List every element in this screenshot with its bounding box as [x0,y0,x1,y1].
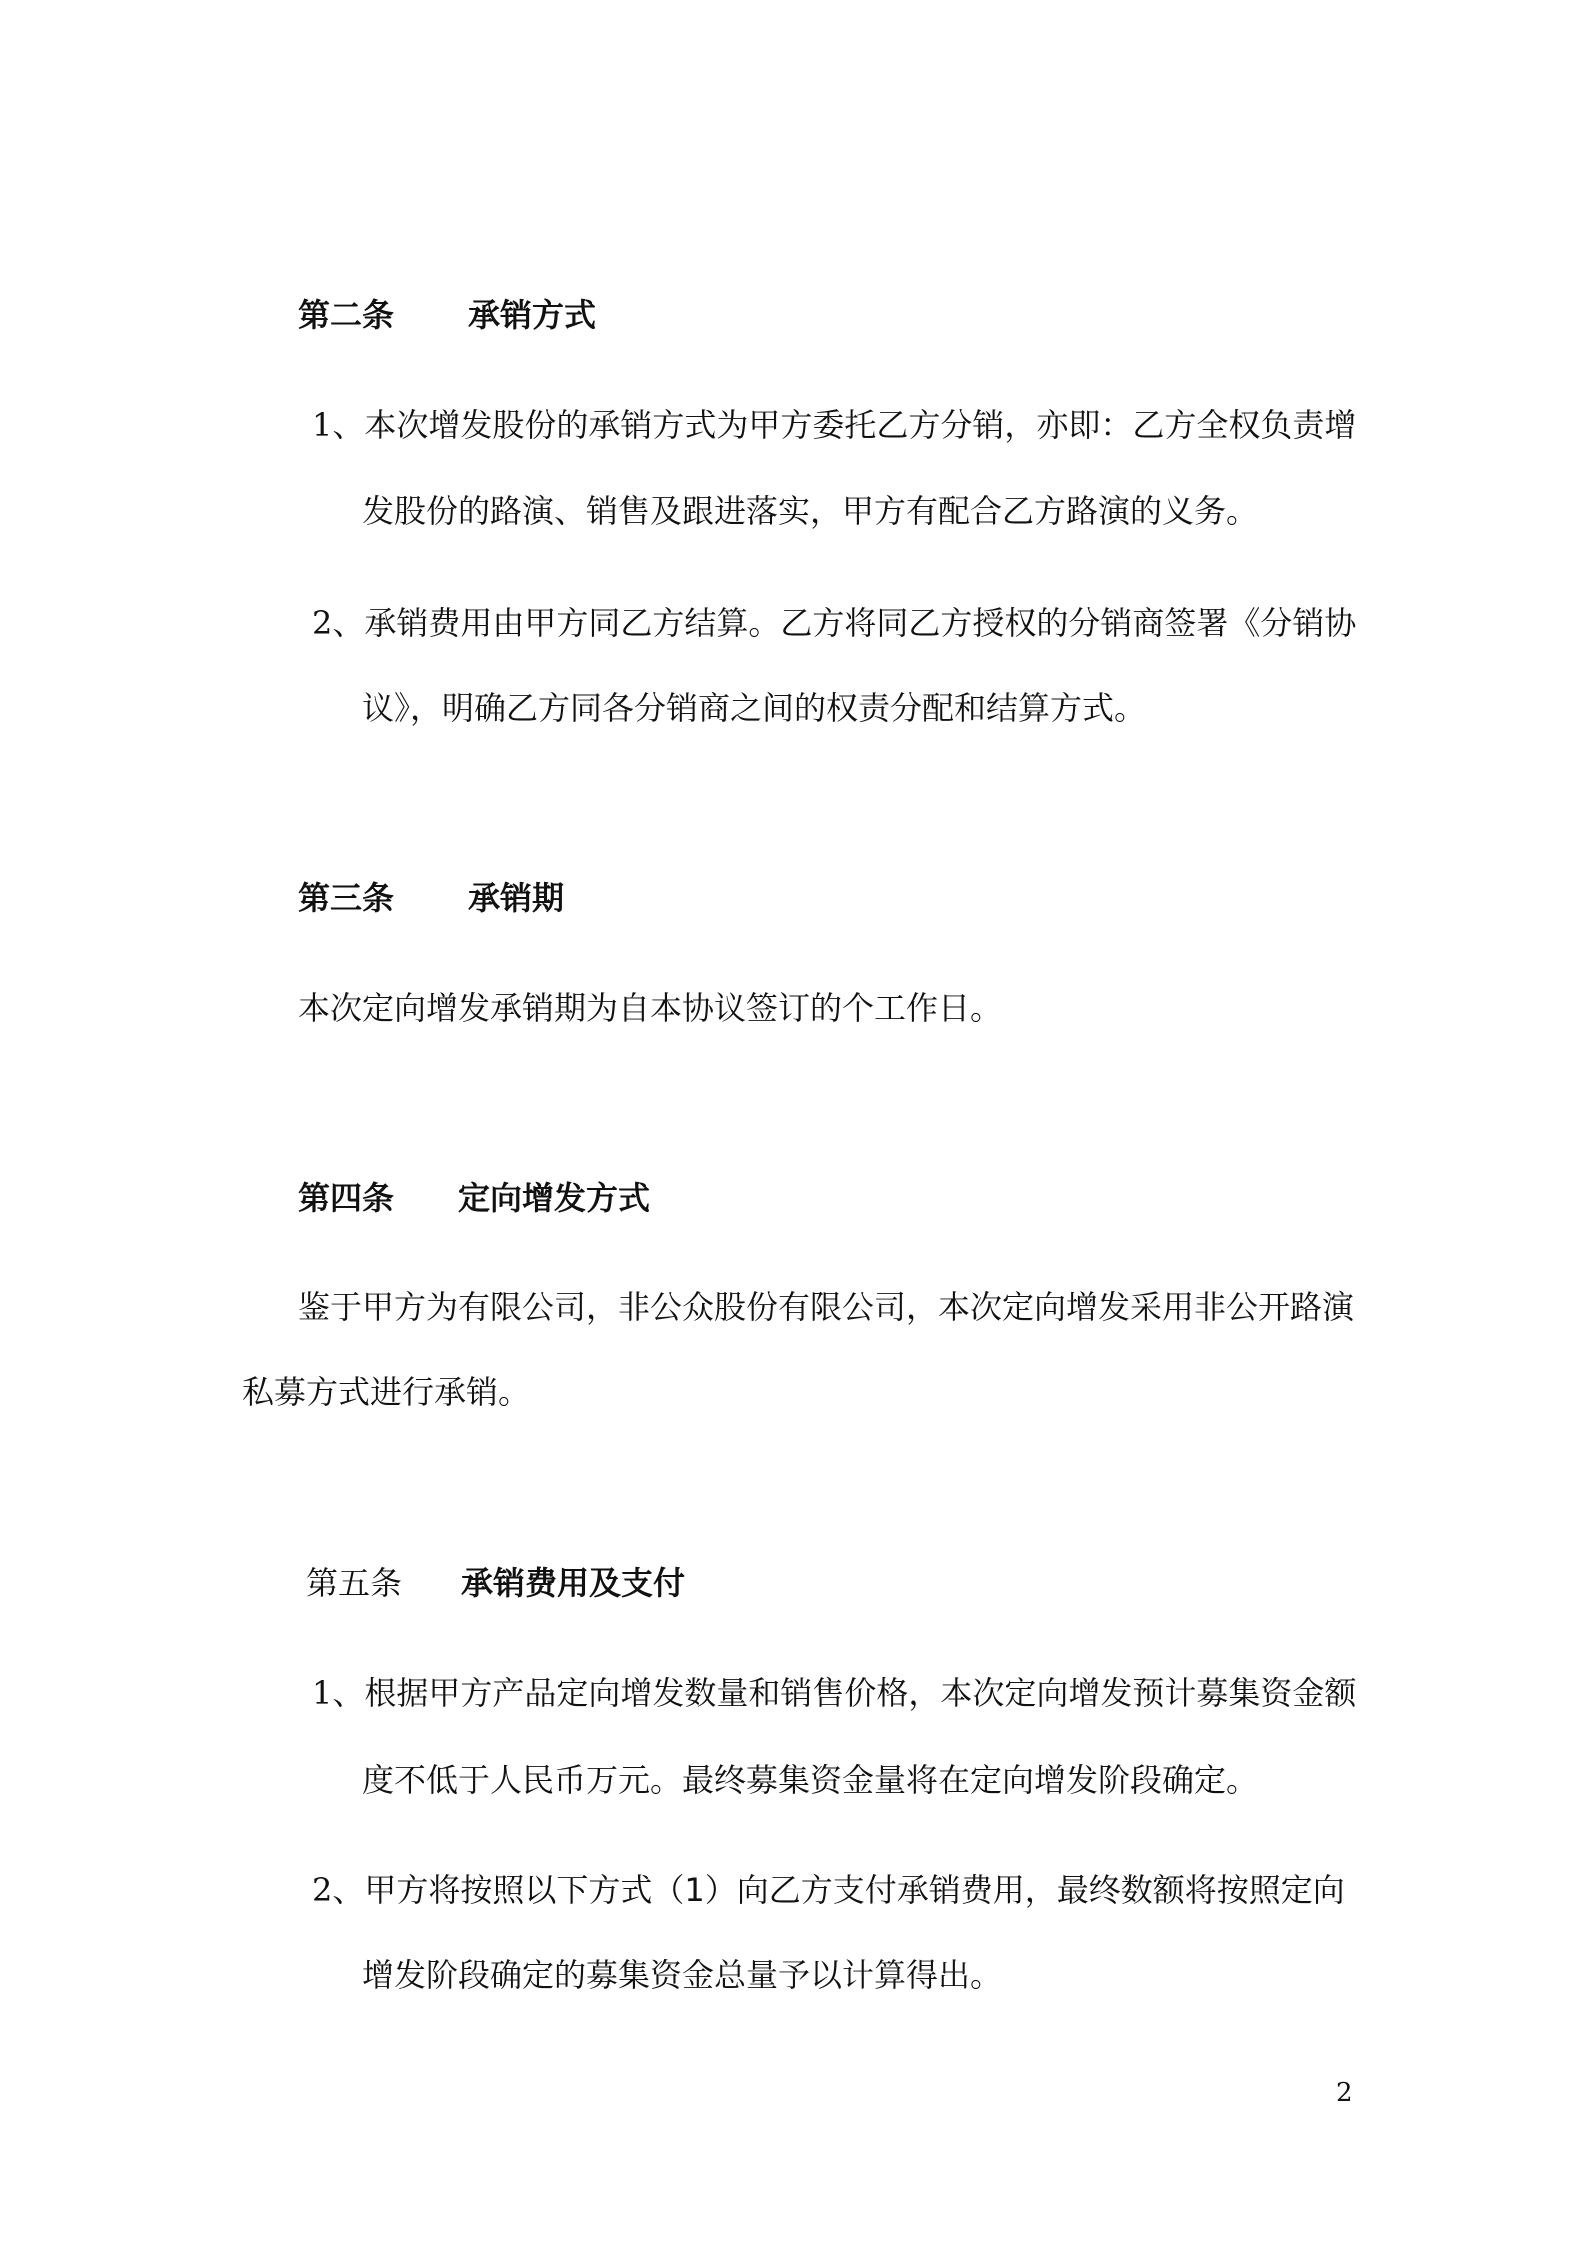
article-2-number: 第二条 [298,296,395,334]
article-5-item-1-text: 根据甲方产品定向增发数量和销售价格，本次定向增发预计募集资金额 [364,1674,1357,1712]
article-2-item-2-line-2: 议》，明确乙方同各分销商之间的权责分配和结算方式。 [362,689,1147,727]
article-2-title: 承销方式 [468,296,597,334]
article-5-heading [306,1563,685,1603]
article-2-item-2-marker: 2、 [312,604,365,642]
article-3-number: 第三条 [298,879,395,917]
article-4-heading [298,1178,650,1218]
article-5-title: 承销费用及支付 [461,1564,686,1602]
page-number: 2 [1336,2078,1353,2108]
article-3-heading [298,878,564,918]
article-3-text: 本次定向增发承销期为自本协议签订的个工作日。 [298,989,1003,1027]
article-5-item-2-marker: 2、 [312,1871,365,1909]
article-4-number: 第四条 [298,1179,395,1217]
article-3-title: 承销期 [468,879,565,917]
article-5-item-2-line-1 [312,1870,1345,1910]
article-2-item-2-text: 承销费用由甲方同乙方结算。乙方将同乙方授权的分销商签署《分销协 [364,604,1357,642]
article-4-title: 定向增发方式 [458,1179,651,1217]
article-5-number: 第五条 [306,1564,403,1602]
article-5-item-1-line-1 [312,1673,1356,1713]
article-2-item-2-line-1 [312,603,1356,643]
article-2-item-1-text: 本次增发股份的承销方式为甲方委托乙方分销，亦即：乙方全权负责增 [364,406,1357,444]
article-5-item-1-line-2: 度不低于人民币万元。最终募集资金量将在定向增发阶段确定。 [362,1761,1259,1799]
article-2-heading [298,295,596,335]
article-2-item-1-line-2: 发股份的路演、销售及跟进落实，甲方有配合乙方路演的义务。 [362,492,1259,530]
article-2-item-1-marker: 1、 [312,406,365,444]
article-4-line-1: 鉴于甲方为有限公司，非公众股份有限公司，本次定向增发采用非公开路演 [298,1288,1355,1326]
article-4-line-2: 私募方式进行承销。 [242,1373,531,1411]
article-5-item-2-line-2: 增发阶段确定的募集资金总量予以计算得出。 [362,1956,1003,1994]
article-5-item-1-marker: 1、 [312,1674,365,1712]
article-5-item-2-text: 甲方将按照以下方式（1）向乙方支付承销费用，最终数额将按照定向 [364,1871,1345,1909]
article-2-item-1-line-1 [312,405,1356,445]
